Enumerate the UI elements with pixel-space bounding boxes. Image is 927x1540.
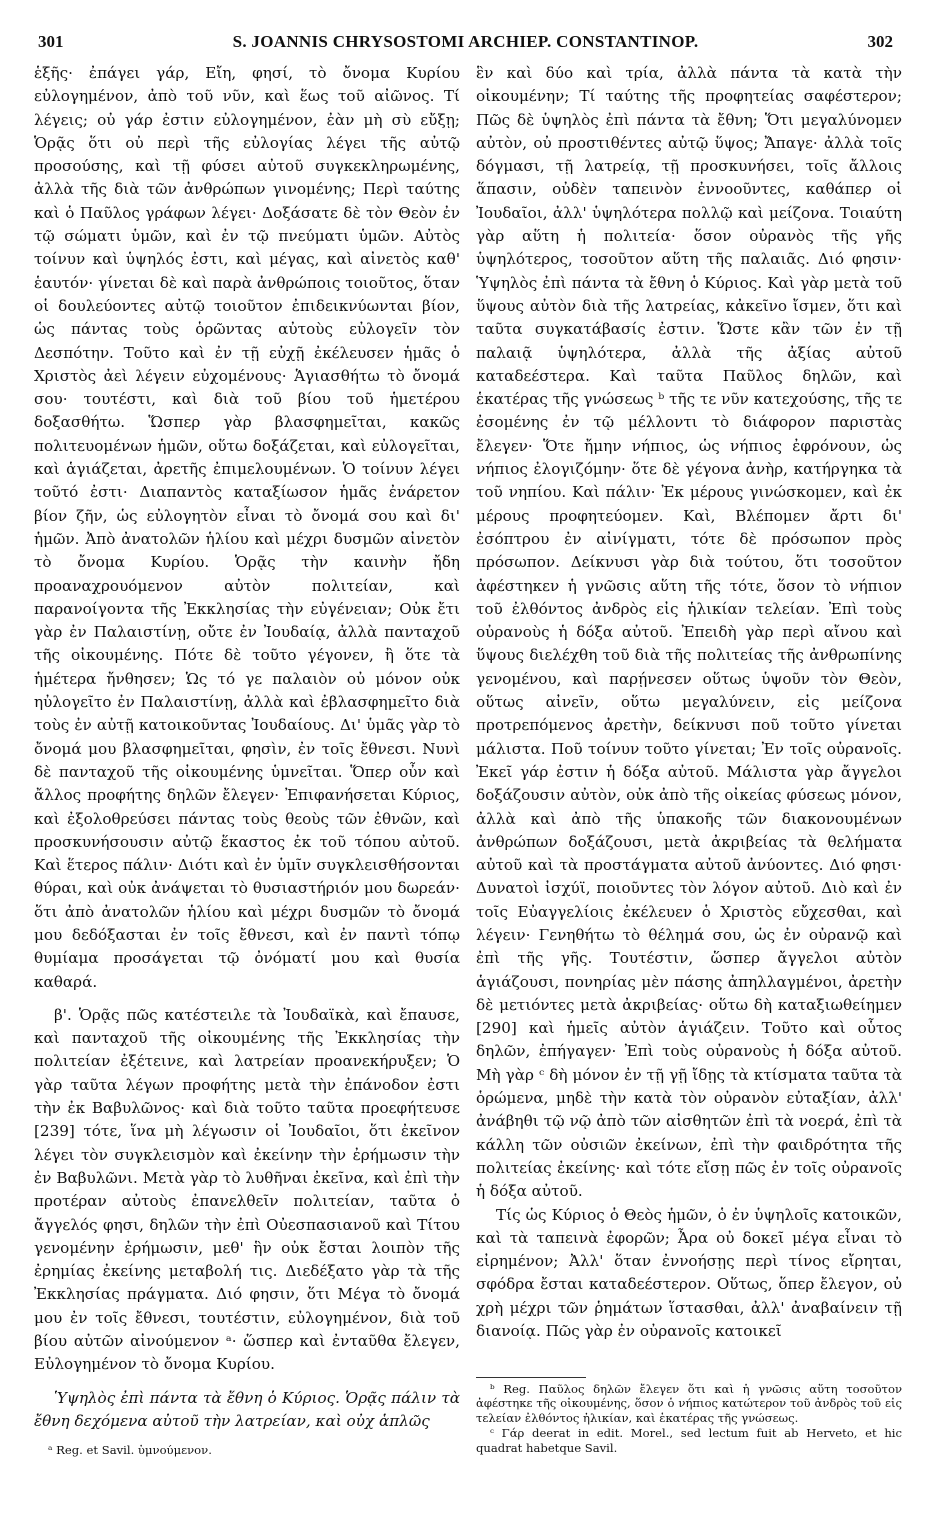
footnote-rule bbox=[476, 1377, 586, 1378]
right-paragraph-2: Τίς ὡς Κύριος ὁ Θεὸς ἡμῶν, ὁ ἐν ὑψηλοῖς κατοικῶν, καὶ τὰ ταπεινὰ ἐφορῶν; Ἆρα οὐ δοκεῖ μέγα εἶναι τὸ εἰρημένον; Ἀλλ' ὅταν ἐννοήσῃς περὶ τίνος εἴρηται, σφόδρα ἔσται καταδεέστερον. Οὕτως, ὅπερ ἔλεγον, οὐ χρὴ μέχρι τῶν ῥημάτων ἵστασθαι, ἀλλ' ἀναβαίνειν τῇ διανοίᾳ. Πῶς γὰρ ἐν οὐρανοῖς κατοικεῖ bbox=[476, 1205, 902, 1341]
right-paragraph-1: ἓν καὶ δύο καὶ τρία, ἀλλὰ πάντα τὰ κατὰ τὴν οἰκουμένην; Τί ταύτης τῆς προφητείας σαφέστερον; Πῶς δὲ ὑψηλὸς ἐπὶ πάντα τὰ ἔθνη; Ὅτι μεγαλύνομεν αὐτὸν, οὐ προστιθέντες αὐτῷ ὕψος; Ἄπαγε· ἀλλὰ τοῖς δόγμασι, τῇ λατρείᾳ, τῇ προσκυνήσει, τοῖς ἄλλοις ἅπασιν, οὐδὲν ταπεινὸν ἐννοοῦντες, καθάπερ οἱ Ἰουδαῖοι, ἀλλ' ὑψηλότερα πολλῷ καὶ μείζονα. Τοιαύτη γὰρ αὕτη ἡ πολιτεία· ὅσον οὐρανὸς τῆς γῆς ὑψηλότερος, τοσοῦτον αὕτη τῆς παλαιᾶς. Διό φησιν· Ὑψηλὸς ἐπὶ πάντα τὰ ἔθνη ὁ Κύριος. Καὶ γὰρ μετὰ τοῦ ὕψους αὐτὸν διὰ τῆς λατρείας, κἀκεῖνο ἴσμεν, ὅτι καὶ ταῦτα συγκατάβασίς ἐστιν. Ὥστε κἂν τῶν ἐν τῇ παλαιᾷ ὑψηλότερα, ἀλλὰ τῆς ἀξίας αὐτοῦ καταδεέστερα. Καὶ ταῦτα Παῦλος δηλῶν, καὶ ἑκατέρας τῆς γνώσεως ᵇ τῆς τε νῦν κατεχούσης, τῆς τε ἐσομένης ἐν τῷ μέλλοντι τὸ διάφορον παριστὰς ἔλεγεν· Ὅτε ἤμην νήπιος, ὡς νήπιος ἐφρόνουν, ὡς νήπιος ἐλογιζόμην· ὅτε δὲ γέγονα ἀνὴρ, κατήργηκα τὰ τοῦ νηπίου. Καὶ πάλιν· Ἐκ μέρους γινώσκομεν, καὶ ἐκ μέρους προφητεύομεν. Καὶ, Βλέπομεν ἄρτι δι' ἐσόπτρου ἐν αἰνίγματι, τότε δὲ πρόσωπον πρὸς πρόσωπον. Δείκνυσι γὰρ διὰ τούτου, ὅτι τοσοῦτον ἀφέστηκεν ἡ γνῶσις αὕτη τῆς τότε, ὅσον τὸ νήπιον τοῦ ἐλθόντος ἀνδρὸς εἰς ἡλικίαν τελείαν. Ἐπὶ τοὺς οὐρανοὺς ἡ δόξα αὐτοῦ. Ἐπειδὴ γὰρ περὶ αἴνου καὶ ὕψους διελέχθη τοῦ διὰ τῆς πολιτείας τῆς ἀνθρωπίνης γενομένου, καὶ παρῄνεσεν οὕτως ὑψοῦν τὸν Θεὸν, οὕτως αἰνεῖν, οὕτω μεγαλύνειν, εἰς μείζονα προτρεπόμενος ἀρετὴν, δείκνυσι ποῦ τοῦτο γίνεται μάλιστα. Ποῦ τοίνυν τοῦτο γίνεται; Ἐν τοῖς οὐρανοῖς. Ἐκεῖ γάρ ἐστιν ἡ δόξα αὐτοῦ. Μάλιστα γὰρ ἄγγελοι δοξάζουσιν αὐτὸν, οὐκ ἀπὸ τῆς οἰκείας φύσεως μόνον, ἀλλὰ καὶ ἀπὸ τῆς ὑπακοῆς τῶν διακονουμένων ἀνθρώπων δοξάζουσι, μετὰ ἀκριβείας τὰ θελήματα αὐτοῦ καὶ τὰ προστάγματα αὐτοῦ ἀνύοντες. Διό φησι· Δυνατοὶ ἰσχύϊ, ποιοῦντες τὸν λόγον αὐτοῦ. Διὸ καὶ ἐν τοῖς Εὐαγγελίοις ἐκέλευεν ὁ Χριστὸς εὔχεσθαι, καὶ λέγειν· Γενηθήτω τὸ θέλημά σου, ὡς ἐν οὐρανῷ καὶ ἐπὶ τῆς γῆς. Τουτέστιν, ὥσπερ ἄγγελοι αὐτὸν ἁγιάζουσι, πονηρίας μὲν πάσης ἀπηλλαγμένοι, ἀρετὴν δὲ μετιόντες μετὰ ἀκριβείας· οὕτω δὴ καταξιωθείημεν [290] καὶ ἡμεῖς αὐτὸν ἁγιάζειν. Τοῦτο καὶ οὗτος δηλῶν, ἐπήγαγεν· Ἐπὶ τοὺς οὐρανοὺς ἡ δόξα αὐτοῦ. Μὴ γὰρ ᶜ δὴ μόνον ἐν τῇ γῇ ἴδῃς τὰ κτίσματα ταῦτα τὰ ὁρώμενα, μηδὲ τὴν κατὰ τὸν οὐρανὸν εὐταξίαν, ἀλλ' ἀνάβηθι τῷ νῷ ἀπὸ τῶν αἰσθητῶν ἐπὶ τὰ νοερά, ἐπὶ τὰ κάλλη τῶν οὐσιῶν ἐκείνων, ἐπὶ τὴν φαιδρότητα τῆς πολιτείας ἐκείνης· καὶ τότε εἴσῃ πῶς ἐν τοῖς οὐρανοῖς ἡ δόξα αὐτοῦ. bbox=[476, 64, 902, 1201]
footnote-c: ᶜ Γάρ deerat in edit. Morel., sed lectum fuit ab Herveto, et hic quadrat habetque Savil. bbox=[476, 1426, 902, 1455]
left-paragraph-1: ἑξῆς· ἐπάγει γάρ, Εἴη, φησί, τὸ ὄνομα Κυρίου εὐλογημένον, ἀπὸ τοῦ νῦν, καὶ ἕως τοῦ αἰῶνος. Τί λέγεις; οὐ γάρ ἐστιν εὐλογημένον, ἐὰν μὴ σὺ εὔξῃ; Ὁρᾷς ὅτι οὐ περὶ τῆς εὐλογίας λέγει τῆς αὐτῷ προσούσης, καὶ τῇ φύσει αὐτοῦ συγκεκληρωμένης, ἀλλὰ τῆς διὰ τῶν ἀνθρώπων γινομένης; Περὶ ταύτης καὶ ὁ Παῦλος γράφων λέγει· Δοξάσατε δὲ τὸν Θεὸν ἐν τῷ σώματι ὑμῶν, καὶ ἐν τῷ πνεύματι ὑμῶν. Αὐτὸς τοίνυν καὶ ὑψηλός ἐστι, καὶ μέγας, καὶ αἰνετὸς καθ' ἑαυτόν· γίνεται δὲ καὶ παρὰ ἀνθρώποις τοιοῦτος, ὅταν οἱ δουλεύοντες αὐτῷ τοιοῦτον ἐπιδεικνύωνται βίον, ὡς πάντας τοὺς ὁρῶντας αὐτοὺς εὐλογεῖν τὸν Δεσπότην. Τοῦτο καὶ ἐν τῇ εὐχῇ ἐκέλευσεν ἡμᾶς ὁ Χριστὸς ἀεὶ λέγειν εὐχομένους· Ἁγιασθήτω τὸ ὄνομά σου· τουτέστι, καὶ διὰ τοῦ βίου τοῦ ἡμετέρου δοξασθήτω. Ὥσπερ γὰρ βλασφημεῖται, κακῶς πολιτευομένων ἡμῶν, οὕτω δοξάζεται, καὶ εὐλογεῖται, καὶ ἁγιάζεται, ἀρετῆς ἐπιμελουμένων. Ὁ τοίνυν λέγει τοῦτό ἐστι· Διαπαντὸς καταξίωσον ἡμᾶς ἐνάρετον βίον ζῆν, ὡς εὐλογητὸν εἶναι τὸ ὄνομά σου καὶ δι' ἡμῶν. Ἀπὸ ἀνατολῶν ἡλίου καὶ μέχρι δυσμῶν αἰνετὸν τὸ ὄνομα Κυρίου. Ὁρᾷς τὴν καινὴν ἤδη προαναχρουόμενον αὐτὸν πολιτείαν, καὶ παρανοίγοντα τῆς Ἐκκλησίας τὴν εὐγένειαν; Οὐκ ἔτι γὰρ ἐν Παλαιστίνῃ, οὔτε ἐν Ἰουδαίᾳ, ἀλλὰ πανταχοῦ τῆς οἰκουμένης. Πότε δὲ τοῦτο γέγονεν, ἢ ὅτε τὰ ἡμέτερα ἤνθησεν; Ὡς τό γε παλαιὸν οὐ μόνον οὐκ ηὐλογεῖτο ἐν Παλαιστίνῃ, ἀλλὰ καὶ ἐβλασφημεῖτο διὰ τοὺς ἐν αὐτῇ κατοικοῦντας Ἰουδαίους. Δι' ὑμᾶς γὰρ τὸ ὄνομά μου βλασφημεῖται, φησὶν, ἐν τοῖς ἔθνεσι. Νυνὶ δὲ πανταχοῦ τῆς οἰκουμένης ὑμνεῖται. Ὅπερ οὖν καὶ ἄλλος προφήτης δηλῶν ἔλεγεν· Ἐπιφανήσεται Κύριος, καὶ ἐξολοθρεύσει πάντας τοὺς θεοὺς τῶν ἐθνῶν, καὶ προσκυνήσουσιν αὐτῷ ἕκαστος ἐκ τοῦ τόπου αὐτοῦ. Καὶ ἕτερος πάλιν· Διότι καὶ ἐν ὑμῖν συγκλεισθήσονται θύραι, καὶ οὐκ ἀνάψεται τὸ θυσιαστήριόν μου δωρεάν· ὅτι ἀπὸ ἀνατολῶν ἡλίου καὶ μέχρι δυσμῶν τὸ ὄνομά μου δεδόξασται ἐν τοῖς ἔθνεσι, καὶ ἐν παντὶ τόπῳ θυμίαμα προσάγεται τῷ ὀνόματί μου καὶ θυσία καθαρά. bbox=[34, 64, 460, 991]
page-number-right: 302 bbox=[867, 32, 893, 51]
left-column bbox=[34, 62, 460, 1433]
footnotes-block bbox=[476, 1382, 902, 1456]
footnote-a: ᵃ Reg. et Savil. ὑμνούμενον. bbox=[48, 1443, 212, 1457]
page-number-left: 301 bbox=[38, 32, 64, 51]
footnote-b: ᵇ Reg. Παῦλος δηλῶν ἔλεγεν ὅτι καὶ ἡ γνῶσις αὕτη τοσοῦτον ἀφέστηκε τῆς οἰκουμένης, ὅσον ὁ νήπιος κατώτερον τοῦ ἀνδρὸς τοῦ εἰς τελείαν ἐλθόντος ἡλικίαν, καὶ ἑκατέρας τῆς γνώσεως. bbox=[476, 1382, 902, 1425]
left-paragraph-3: Ὑψηλὸς ἐπὶ πάντα τὰ ἔθνη ὁ Κύριος. Ὁρᾷς πάλιν τὰ ἔθνη δεχόμενα αὐτοῦ τὴν λατρείαν, καὶ οὐχ ἁπλῶς bbox=[34, 1388, 460, 1430]
right-column bbox=[476, 62, 902, 1343]
left-paragraph-2: β'. Ὁρᾷς πῶς κατέστειλε τὰ Ἰουδαϊκὰ, καὶ ἔπαυσε, καὶ πανταχοῦ τῆς οἰκουμένης τῆς Ἐκκλησίας τὴν πολιτείαν ἐξέτεινε, καὶ λατρείαν προανεκήρυξεν; Ὁ γὰρ ταῦτα λέγων προφήτης μετὰ τὴν ἐπάνοδον ἐστι τὴν ἐκ Βαβυλῶνος· καὶ διὰ τοῦτο ταῦτα προεφήτευσε [239] τότε, ἵνα μὴ λέγωσιν οἱ Ἰουδαῖοι, ὅτι ἐκεῖνον λέγει τὸν συγκλεισμὸν καὶ ἐκείνην τὴν ἐρήμωσιν τὴν ἐν Βαβυλῶνι. Μετὰ γὰρ τὸ λυθῆναι ἐκεῖνα, καὶ ἐπὶ τὴν προτέραν αὐτοὺς ἐπανελθεῖν πολιτείαν, ταῦτα ὁ ἄγγελός φησι, δηλῶν τὴν ἐπὶ Οὐεσπασιανοῦ καὶ Τίτου γενομένην ἐρήμωσιν, μεθ' ἣν οὐκ ἔσται λοιπὸν τῆς ἐρημίας ἐκείνης μεταβολή τις. Διεδέξατο γὰρ τὰ τῆς Ἐκκλησίας πράγματα. Διό φησιν, ὅτι Μέγα τὸ ὄνομά μου ἐν τοῖς ἔθνεσι, τουτέστιν, εὐλογημένον, διὰ τοῦ βίου αὐτῶν αἰνούμενον ᵃ· ὥσπερ καὶ ἐνταῦθα ἔλεγεν, Εὐλογημένον τὸ ὄνομα Κυρίου. bbox=[34, 1005, 460, 1374]
running-title: S. JOANNIS CHRYSOSTOMI ARCHIEP. CONSTANTINOP. bbox=[232, 32, 699, 51]
running-header bbox=[38, 32, 893, 54]
